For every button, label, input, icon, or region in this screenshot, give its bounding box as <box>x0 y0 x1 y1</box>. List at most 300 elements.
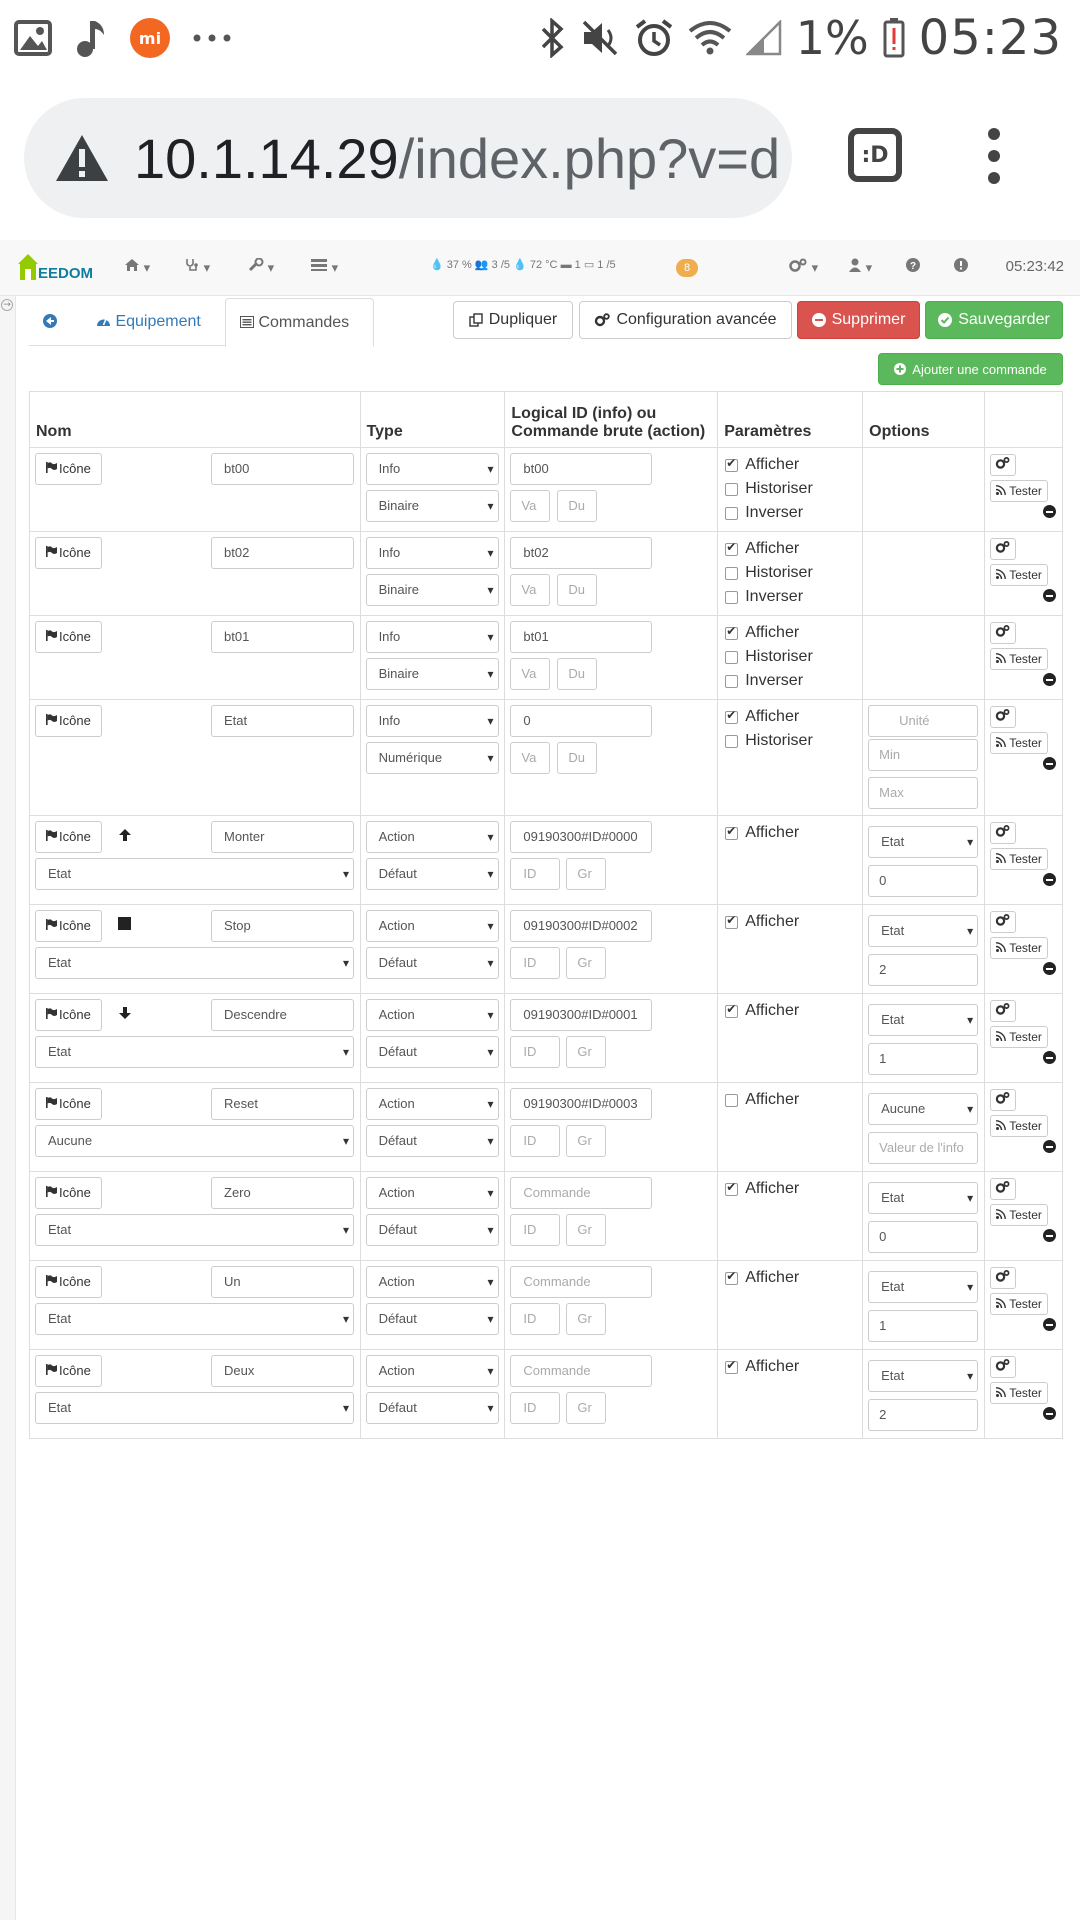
logical-id-input[interactable]: 09190300#ID#0000 <box>510 821 652 853</box>
jeedom-navbar <box>0 240 1080 296</box>
cell-nom <box>30 448 361 532</box>
option-select[interactable]: Aucune ▾ <box>868 1093 978 1125</box>
remove-command-icon[interactable] <box>1043 1051 1056 1064</box>
gears-icon <box>995 1092 1010 1104</box>
status-bar <box>0 0 1080 76</box>
cell-actions <box>985 1261 1063 1350</box>
test-command-button[interactable]: Tester <box>990 1115 1048 1137</box>
back-tab[interactable] <box>43 298 73 346</box>
gears-icon <box>995 914 1010 926</box>
summary-info: 💧 37 % 👥 3 /5 💧 72 °C ▬ 1 ▭ 1 /5 <box>430 259 616 271</box>
cell-logical <box>505 1172 718 1261</box>
choose-icon-button[interactable]: Icône <box>35 453 102 485</box>
jeedom-logo[interactable]: EEDOM <box>14 250 93 282</box>
duration-input[interactable]: Du <box>557 490 597 522</box>
option-value-input[interactable]: Valeur de l'info <box>868 1132 978 1164</box>
cell-actions <box>985 905 1063 994</box>
remove-command-icon[interactable] <box>1043 1140 1056 1153</box>
configure-command-button[interactable] <box>990 706 1016 728</box>
stethoscope-icon <box>184 258 200 272</box>
cell-type <box>360 1172 505 1261</box>
tab-commandes[interactable]: Commandes <box>225 298 374 347</box>
mi-icon: mi <box>130 18 170 58</box>
table-row <box>30 816 1063 905</box>
cell-nom <box>30 1172 361 1261</box>
logical-id-input[interactable]: bt00 <box>510 453 652 485</box>
afficher-checkbox[interactable]: ✔ Afficher <box>725 540 799 558</box>
duration-input[interactable]: Du <box>557 574 597 606</box>
option-select[interactable]: Etat ▾ <box>868 1004 978 1036</box>
subtype-select[interactable]: Défaut ▾ <box>366 1303 499 1335</box>
door-icon: ▭ <box>583 259 595 271</box>
test-command-button[interactable]: Tester <box>990 937 1048 959</box>
col-logical: Logical ID (info) ou Commande brute (action) <box>505 392 718 448</box>
gears-icon <box>995 1270 1010 1282</box>
type-select[interactable]: Action ▾ <box>366 1177 499 1209</box>
command-name-input[interactable]: Monter <box>211 821 354 853</box>
flag-icon <box>46 546 57 557</box>
cell-logical <box>505 905 718 994</box>
cell-actions <box>985 700 1063 816</box>
cell-parametres <box>718 994 863 1083</box>
id-input[interactable]: ID <box>510 1036 560 1068</box>
afficher-checkbox[interactable]: ✔ Afficher <box>725 708 799 726</box>
humidity-icon: 💧 <box>430 259 444 271</box>
mute-icon <box>580 18 620 58</box>
duration-input[interactable]: Du <box>557 742 597 774</box>
cell-options <box>863 994 985 1083</box>
gears-icon <box>995 1359 1010 1371</box>
copy-icon <box>469 313 483 327</box>
cell-actions <box>985 1350 1063 1439</box>
option-select[interactable]: Etat ▾ <box>868 1182 978 1214</box>
flag-icon <box>46 714 57 725</box>
cell-options <box>863 816 985 905</box>
collapse-icon[interactable]: → <box>1 299 13 311</box>
group-input[interactable]: Gr <box>566 1392 606 1424</box>
flag-icon <box>46 919 57 930</box>
alarm-icon <box>634 18 674 58</box>
inverser-checkbox[interactable]: Inverser <box>725 588 803 606</box>
table-header-row <box>30 392 1063 448</box>
group-input[interactable]: Gr <box>566 1125 606 1157</box>
cell-options <box>863 448 985 532</box>
historiser-checkbox[interactable]: Historiser <box>725 732 813 750</box>
cell-type <box>360 1083 505 1172</box>
remove-command-icon[interactable] <box>1043 673 1056 686</box>
type-select[interactable]: Action ▾ <box>366 999 499 1031</box>
table-row <box>30 448 1063 532</box>
cell-logical <box>505 816 718 905</box>
warning-icon[interactable] <box>54 132 110 184</box>
group-input[interactable]: Gr <box>566 858 606 890</box>
subtype-select[interactable]: Défaut ▾ <box>366 1392 499 1424</box>
arrow-up-icon <box>118 828 132 842</box>
check-circle-icon <box>938 313 952 327</box>
cell-type <box>360 994 505 1083</box>
choose-icon-button[interactable]: Icône <box>35 910 102 942</box>
configure-command-button[interactable] <box>990 822 1016 844</box>
afficher-checkbox[interactable]: ✔ Afficher <box>725 624 799 642</box>
command-name-input[interactable]: bt00 <box>211 453 354 485</box>
type-select[interactable]: Info ▾ <box>366 537 499 569</box>
cell-actions <box>985 532 1063 616</box>
type-select[interactable]: Action ▾ <box>366 821 499 853</box>
help-icon[interactable] <box>906 258 920 275</box>
configure-command-button[interactable] <box>990 454 1016 476</box>
option-value-input[interactable]: 0 <box>868 865 978 897</box>
afficher-checkbox[interactable]: ✔ Afficher <box>725 456 799 474</box>
cell-type <box>360 448 505 532</box>
flag-icon <box>46 462 57 473</box>
max-input[interactable]: Max <box>868 777 978 809</box>
cell-type <box>360 532 505 616</box>
historiser-checkbox[interactable]: Historiser <box>725 564 813 582</box>
test-command-button[interactable]: Tester <box>990 732 1048 754</box>
gears-icon <box>995 625 1010 637</box>
subtype-select[interactable]: Défaut ▾ <box>366 1214 499 1246</box>
cell-type <box>360 1350 505 1439</box>
cell-nom <box>30 616 361 700</box>
message-badge[interactable]: 8 <box>676 259 698 277</box>
remove-command-icon[interactable] <box>1043 505 1056 518</box>
subtype-select[interactable]: Défaut ▾ <box>366 858 499 890</box>
choose-icon-button[interactable]: Icône <box>35 537 102 569</box>
subtype-select[interactable]: Numérique ▾ <box>366 742 499 774</box>
choose-icon-button[interactable]: Icône <box>35 1177 102 1209</box>
value-info-select[interactable]: Etat ▾ <box>35 858 354 890</box>
command-name-input[interactable]: Reset <box>211 1088 354 1120</box>
type-select[interactable]: Action ▾ <box>366 1266 499 1298</box>
logical-id-input[interactable]: 09190300#ID#0002 <box>510 910 652 942</box>
type-select[interactable]: Info ▾ <box>366 705 499 737</box>
afficher-checkbox[interactable]: ✔ Afficher <box>725 824 799 842</box>
cell-parametres <box>718 816 863 905</box>
table-row <box>30 532 1063 616</box>
cell-type <box>360 700 505 816</box>
cell-parametres <box>718 616 863 700</box>
command-name-input[interactable]: Stop <box>211 910 354 942</box>
add-command-button[interactable]: Ajouter une commande <box>878 353 1063 385</box>
id-input[interactable]: ID <box>510 1303 560 1335</box>
id-input[interactable]: ID <box>510 858 560 890</box>
gears-icon <box>594 313 610 327</box>
subtype-select[interactable]: Défaut ▾ <box>366 1036 499 1068</box>
browser-menu-icon[interactable] <box>988 128 1002 184</box>
col-nom: Nom <box>30 392 361 448</box>
flag-icon <box>46 1364 57 1375</box>
cell-options <box>863 1350 985 1439</box>
command-name-input[interactable]: Un <box>211 1266 354 1298</box>
url-text[interactable]: 10.1.14.29/index.php?v=d <box>134 126 781 190</box>
remove-command-icon[interactable] <box>1043 589 1056 602</box>
value-info-select[interactable]: Etat ▾ <box>35 947 354 979</box>
command-input[interactable]: Commande <box>510 1177 652 1209</box>
test-command-button[interactable]: Tester <box>990 1293 1048 1315</box>
user-menu[interactable]: ▾ <box>848 258 872 276</box>
cell-parametres <box>718 448 863 532</box>
option-select[interactable]: Etat ▾ <box>868 826 978 858</box>
table-row <box>30 994 1063 1083</box>
plus-circle-icon <box>894 363 906 375</box>
tab-equipement[interactable]: Equipement <box>96 298 201 346</box>
logical-id-input[interactable]: 0 <box>510 705 652 737</box>
wifi-icon <box>688 19 732 57</box>
option-value-input[interactable]: 0 <box>868 1221 978 1253</box>
command-input[interactable]: Commande <box>510 1355 652 1387</box>
test-command-button[interactable]: Tester <box>990 564 1048 586</box>
duration-input[interactable]: Du <box>557 658 597 690</box>
delete-button[interactable]: Supprimer <box>797 301 920 339</box>
test-command-button[interactable]: Tester <box>990 1026 1048 1048</box>
rss-icon <box>996 1031 1006 1041</box>
gears-icon <box>995 1181 1010 1193</box>
cell-parametres <box>718 1083 863 1172</box>
option-select[interactable]: Etat ▾ <box>868 1360 978 1392</box>
logical-id-input[interactable]: bt02 <box>510 537 652 569</box>
choose-icon-button[interactable]: Icône <box>35 621 102 653</box>
col-options: Options <box>863 392 985 448</box>
value-input[interactable]: Va <box>510 490 550 522</box>
alert-icon[interactable] <box>954 258 968 275</box>
value-info-select[interactable]: Etat ▾ <box>35 1392 354 1424</box>
configure-command-button[interactable] <box>990 1000 1016 1022</box>
cell-options <box>863 700 985 816</box>
configure-command-button[interactable] <box>990 1178 1016 1200</box>
temperature-icon: 💧 <box>513 259 527 271</box>
table-row <box>30 905 1063 994</box>
remove-command-icon[interactable] <box>1043 1407 1056 1420</box>
remove-command-icon[interactable] <box>1043 1318 1056 1331</box>
logical-id-input[interactable]: 09190300#ID#0003 <box>510 1088 652 1120</box>
table-row <box>30 700 1063 816</box>
value-info-select[interactable]: Aucune ▾ <box>35 1125 354 1157</box>
table-row <box>30 1350 1063 1439</box>
cell-options <box>863 1083 985 1172</box>
cell-logical <box>505 448 718 532</box>
choose-icon-button[interactable]: Icône <box>35 1266 102 1298</box>
cell-nom <box>30 905 361 994</box>
group-input[interactable]: Gr <box>566 1303 606 1335</box>
option-value-input[interactable]: 2 <box>868 1399 978 1431</box>
bin-icon: ▬ <box>560 259 572 271</box>
afficher-checkbox[interactable]: ✔ Afficher <box>725 1180 799 1198</box>
choose-icon-button[interactable]: Icône <box>35 821 102 853</box>
choose-icon-button[interactable]: Icône <box>35 1088 102 1120</box>
rss-icon <box>996 569 1006 579</box>
option-value-input[interactable]: 1 <box>868 1043 978 1075</box>
test-command-button[interactable]: Tester <box>990 480 1048 502</box>
cell-nom <box>30 532 361 616</box>
cell-nom <box>30 700 361 816</box>
afficher-checkbox[interactable]: Afficher <box>725 1091 799 1109</box>
configure-command-button[interactable] <box>990 1267 1016 1289</box>
rss-icon <box>996 737 1006 747</box>
table-row <box>30 616 1063 700</box>
option-value-input[interactable]: 2 <box>868 954 978 986</box>
tools-menu[interactable]: ▾ <box>248 258 274 276</box>
configure-command-button[interactable] <box>990 1089 1016 1111</box>
gears-icon <box>995 541 1010 553</box>
configure-command-button[interactable] <box>990 538 1016 560</box>
value-input[interactable]: Va <box>510 742 550 774</box>
rss-icon <box>996 942 1006 952</box>
tab-switcher-icon[interactable]: :D <box>848 128 902 182</box>
gallery-icon <box>14 20 52 56</box>
choose-icon-button[interactable]: Icône <box>35 1355 102 1387</box>
type-select[interactable]: Action ▾ <box>366 1088 499 1120</box>
table-row <box>30 1261 1063 1350</box>
flag-icon <box>46 1275 57 1286</box>
min-input[interactable]: Min <box>868 739 978 771</box>
gears-icon <box>995 825 1010 837</box>
inverser-checkbox[interactable]: Inverser <box>725 672 803 690</box>
configure-command-button[interactable] <box>990 1356 1016 1378</box>
test-command-button[interactable]: Tester <box>990 1382 1048 1404</box>
rss-icon <box>996 1209 1006 1219</box>
cell-options <box>863 905 985 994</box>
flag-icon <box>46 1097 57 1108</box>
id-input[interactable]: ID <box>510 947 560 979</box>
home-icon <box>124 258 140 272</box>
test-command-button[interactable]: Tester <box>990 1204 1048 1226</box>
cell-logical <box>505 616 718 700</box>
flag-icon <box>46 830 57 841</box>
tasks-icon <box>310 258 328 272</box>
remove-command-icon[interactable] <box>1043 757 1056 770</box>
gears-icon <box>995 457 1010 469</box>
stop-icon <box>118 917 131 930</box>
people-icon: 👥 <box>474 259 489 271</box>
choose-icon-button[interactable]: Icône <box>35 705 102 737</box>
afficher-checkbox[interactable]: ✔ Afficher <box>725 1358 799 1376</box>
configure-command-button[interactable] <box>990 622 1016 644</box>
command-name-input[interactable]: Etat <box>211 705 354 737</box>
command-name-input[interactable]: bt02 <box>211 537 354 569</box>
col-type: Type <box>360 392 505 448</box>
type-select[interactable]: Info ▾ <box>366 453 499 485</box>
remove-command-icon[interactable] <box>1043 962 1056 975</box>
command-name-input[interactable]: Descendre <box>211 999 354 1031</box>
subtype-select[interactable]: Binaire ▾ <box>366 574 499 606</box>
value-info-select[interactable]: Etat ▾ <box>35 1303 354 1335</box>
test-command-button[interactable]: Tester <box>990 648 1048 670</box>
value-input[interactable]: Va <box>510 658 550 690</box>
battery-icon <box>883 18 905 58</box>
type-select[interactable]: Action ▾ <box>366 1355 499 1387</box>
afficher-checkbox[interactable]: ✔ Afficher <box>725 1269 799 1287</box>
status-time: 05:23 <box>918 10 1062 66</box>
historiser-checkbox[interactable]: Historiser <box>725 648 813 666</box>
cell-parametres <box>718 905 863 994</box>
home-menu[interactable]: ▾ <box>124 258 150 276</box>
command-input[interactable]: Commande <box>510 1266 652 1298</box>
cell-parametres <box>718 1350 863 1439</box>
command-name-input[interactable]: bt01 <box>211 621 354 653</box>
id-input[interactable]: ID <box>510 1392 560 1424</box>
cell-parametres <box>718 1172 863 1261</box>
commands-table <box>29 391 1063 1439</box>
type-select[interactable]: Action ▾ <box>366 910 499 942</box>
browser-toolbar <box>0 76 1080 238</box>
command-name-input[interactable]: Zero <box>211 1177 354 1209</box>
choose-icon-button[interactable]: Icône <box>35 999 102 1031</box>
remove-command-icon[interactable] <box>1043 873 1056 886</box>
cell-options <box>863 616 985 700</box>
afficher-checkbox[interactable]: ✔ Afficher <box>725 1002 799 1020</box>
afficher-checkbox[interactable]: ✔ Afficher <box>725 913 799 931</box>
plugins-menu[interactable]: ▾ <box>310 258 338 276</box>
cell-parametres <box>718 532 863 616</box>
option-select[interactable]: Etat ▾ <box>868 1271 978 1303</box>
subtype-select[interactable]: Défaut ▾ <box>366 1125 499 1157</box>
group-input[interactable]: Gr <box>566 1036 606 1068</box>
value-input[interactable]: Va <box>510 574 550 606</box>
historiser-checkbox[interactable]: Historiser <box>725 480 813 498</box>
cell-logical <box>505 1350 718 1439</box>
battery-percent: 1% <box>795 11 869 65</box>
id-input[interactable]: ID <box>510 1214 560 1246</box>
subtype-select[interactable]: Binaire ▾ <box>366 658 499 690</box>
option-select[interactable]: Etat ▾ <box>868 915 978 947</box>
command-name-input[interactable]: Deux <box>211 1355 354 1387</box>
cell-nom <box>30 1083 361 1172</box>
cell-actions <box>985 616 1063 700</box>
col-actions <box>985 392 1063 448</box>
subtype-select[interactable]: Défaut ▾ <box>366 947 499 979</box>
test-command-button[interactable]: Tester <box>990 848 1048 870</box>
bluetooth-icon <box>540 18 566 58</box>
save-button[interactable]: Sauvegarder <box>925 301 1063 339</box>
advanced-config-button[interactable]: Configuration avancée <box>579 301 792 339</box>
cell-nom <box>30 994 361 1083</box>
configure-command-button[interactable] <box>990 911 1016 933</box>
analysis-menu[interactable]: ▾ <box>184 258 210 276</box>
cell-actions <box>985 1083 1063 1172</box>
option-value-input[interactable]: 1 <box>868 1310 978 1342</box>
duplicate-button[interactable]: Dupliquer <box>453 301 573 339</box>
cell-type <box>360 816 505 905</box>
cell-actions <box>985 448 1063 532</box>
flag-icon <box>46 1008 57 1019</box>
inverser-checkbox[interactable]: Inverser <box>725 504 803 522</box>
type-select[interactable]: Info ▾ <box>366 621 499 653</box>
cell-nom <box>30 816 361 905</box>
group-input[interactable]: Gr <box>566 947 606 979</box>
unit-input[interactable]: Unité <box>868 705 978 737</box>
back-icon <box>43 314 57 328</box>
arrow-down-icon <box>118 1006 132 1020</box>
settings-menu[interactable]: ▾ <box>788 258 818 276</box>
id-input[interactable]: ID <box>510 1125 560 1157</box>
cell-parametres <box>718 700 863 816</box>
signal-icon <box>746 20 782 56</box>
cell-nom <box>30 1261 361 1350</box>
remove-command-icon[interactable] <box>1043 1229 1056 1242</box>
flag-icon <box>46 1186 57 1197</box>
group-input[interactable]: Gr <box>566 1214 606 1246</box>
subtype-select[interactable]: Binaire ▾ <box>366 490 499 522</box>
rss-icon <box>996 1387 1006 1397</box>
logical-id-input[interactable]: 09190300#ID#0001 <box>510 999 652 1031</box>
server-clock: 05:23:42 <box>1005 258 1064 275</box>
url-bar[interactable] <box>24 98 792 218</box>
value-info-select[interactable]: Etat ▾ <box>35 1214 354 1246</box>
value-info-select[interactable]: Etat ▾ <box>35 1036 354 1068</box>
music-icon <box>74 19 108 57</box>
logical-id-input[interactable]: bt01 <box>510 621 652 653</box>
side-gutter <box>0 296 16 1920</box>
